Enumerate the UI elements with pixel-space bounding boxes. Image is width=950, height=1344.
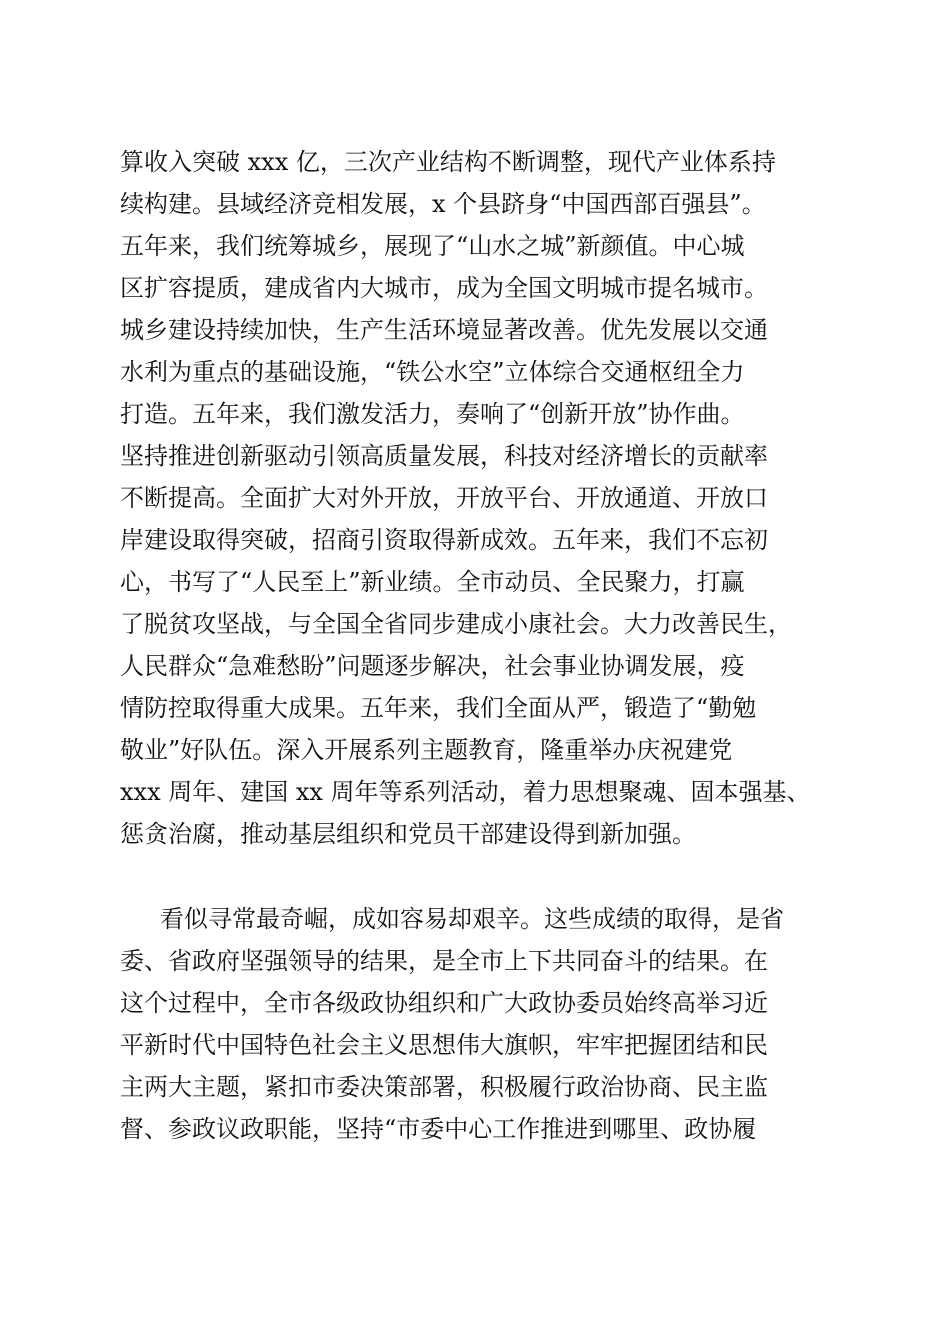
text-line: 平新时代中国特色社会主义思想伟大旗帜，牢牢把握团结和民 (120, 1031, 768, 1059)
text-line-first-indented: 看似寻常最奇崛，成如容易却艰辛。这些成绩的取得，是省 (160, 905, 784, 933)
text-line: 打造。五年来，我们激发活力，奏响了“创新开放”协作曲。 (120, 400, 745, 428)
text-line: 了脱贫攻坚战，与全国全省同步建成小康社会。大力改善民生， (120, 610, 792, 638)
text-line: 区扩容提质，建成省内大城市，成为全国文明城市提名城市。 (120, 274, 768, 302)
text-line: 城乡建设持续加快，生产生活环境显著改善。优先发展以交通 (120, 316, 768, 344)
paragraph-achievements (120, 141, 840, 855)
text-line: 水利为重点的基础设施，“铁公水空”立体综合交通枢纽全力 (120, 358, 745, 386)
text-line: 续构建。县域经济竞相发展，x 个县跻身“中国西部百强县”。 (120, 190, 766, 218)
text-line: 坚持推进创新驱动引领高质量发展，科技对经济增长的贡献率 (120, 442, 768, 470)
text-line: 情防控取得重大成果。五年来，我们全面从严，锻造了“勤勉 (120, 694, 757, 722)
text-line: 人民群众“急难愁盼”问题逐步解决，社会事业协调发展，疫 (120, 652, 745, 680)
text-line: 督、参政议政职能，坚持“市委中心工作推进到哪里、政协履 (120, 1115, 757, 1143)
text-line: 心，书写了“人民至上”新业绩。全市动员、全民聚力，打赢 (120, 568, 745, 596)
text-line: 敬业”好队伍。深入开展系列主题教育，隆重举办庆祝建党 (120, 736, 733, 764)
text-line: 五年来，我们统筹城乡，展现了“山水之城”新颜值。中心城 (120, 232, 745, 260)
text-line: xxx 周年、建国 xx 周年等系列活动，着力思想聚魂、固本强基、 (120, 778, 811, 806)
text-line: 岸建设取得突破，招商引资取得新成效。五年来，我们不忘初 (120, 526, 768, 554)
text-line: 算收入突破 xxx 亿，三次产业结构不断调整，现代产业体系持 (120, 148, 776, 176)
text-line: 不断提高。全面扩大对外开放，开放平台、开放通道、开放口 (120, 484, 768, 512)
text-line: 这个过程中，全市各级政协组织和广大政协委员始终高举习近 (120, 989, 768, 1017)
text-line: 委、省政府坚强领导的结果，是全市上下共同奋斗的结果。在 (120, 947, 768, 975)
text-line: 惩贪治腐，推动基层组织和党员干部建设得到新加强。 (120, 820, 696, 848)
text-line: 主两大主题，紧扣市委决策部署，积极履行政治协商、民主监 (120, 1073, 768, 1101)
paragraph-reflection (120, 898, 840, 1150)
